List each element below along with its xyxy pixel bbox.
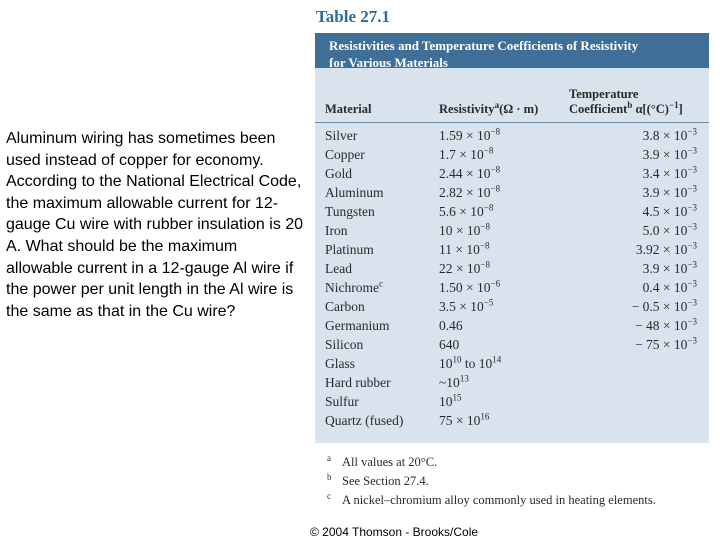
material-cell xyxy=(325,223,348,239)
table-row xyxy=(315,145,709,164)
table-body xyxy=(315,123,709,430)
header-resistivity-mark: a xyxy=(494,99,500,110)
table-title: Table 27.1 xyxy=(316,7,391,26)
material-name: Sulfur xyxy=(325,394,359,409)
material-cell xyxy=(325,147,365,163)
material-cell xyxy=(325,299,365,315)
temp-coefficient-exponent: −3 xyxy=(687,183,697,194)
temp-coefficient-exponent: −3 xyxy=(687,259,697,270)
resistivity-exponent: −8 xyxy=(479,240,490,251)
table-row xyxy=(315,259,709,278)
resistivity-range-end: to 10 xyxy=(461,356,493,371)
material-name: Copper xyxy=(325,147,365,162)
temp-coefficient-value: − 75 × 10 xyxy=(635,337,688,352)
temp-coefficient-value: 4.5 × 10 xyxy=(642,204,688,219)
material-cell xyxy=(325,166,352,182)
table-row xyxy=(315,240,709,259)
temp-coefficient-cell xyxy=(643,204,697,220)
resistivity-exponent: −8 xyxy=(490,164,501,175)
table-caption xyxy=(315,33,709,68)
temp-coefficient-value: − 48 × 10 xyxy=(635,318,688,333)
resistivity-exponent: 10 xyxy=(452,354,462,365)
resistivity-exponent: 15 xyxy=(452,392,462,403)
material-name: Quartz (fused) xyxy=(325,413,404,428)
table-header xyxy=(315,68,709,123)
material-name: Gold xyxy=(325,166,352,181)
material-cell xyxy=(325,413,403,429)
resistivity-value: 2.82 × 10 xyxy=(439,185,491,200)
resistivity-value: 1.59 × 10 xyxy=(439,128,491,143)
header-temp-close: ] xyxy=(678,102,683,116)
resistivity-cell xyxy=(439,413,489,429)
material-name: Platinum xyxy=(325,242,374,257)
resistivity-cell xyxy=(439,299,493,315)
footnote-mark: a xyxy=(327,453,331,463)
resistivity-range-exponent: 14 xyxy=(492,354,502,365)
material-name: Silver xyxy=(325,128,358,143)
header-temp-mark: b xyxy=(627,99,633,110)
resistivity-cell xyxy=(439,223,490,239)
material-cell xyxy=(325,204,375,220)
material-cell xyxy=(325,280,383,296)
footnote-text: A nickel–chromium alloy commonly used in heating elements. xyxy=(342,493,656,507)
resistivity-exponent: −8 xyxy=(490,183,501,194)
temp-coefficient-value: − 0.5 × 10 xyxy=(631,299,688,314)
table-row xyxy=(315,392,709,411)
header-temp-unit: α[(°C) xyxy=(632,102,669,116)
material-cell xyxy=(325,185,384,201)
resistivity-value: 5.6 × 10 xyxy=(439,204,484,219)
resistivity-cell xyxy=(439,261,490,277)
resistivity-cell xyxy=(439,375,469,391)
table-row xyxy=(315,373,709,392)
resistivity-cell xyxy=(439,394,462,410)
resistivity-value: 2.44 × 10 xyxy=(439,166,491,181)
header-temp-line-1: Temperature xyxy=(569,87,639,101)
resistivity-value: 0.46 xyxy=(439,318,463,333)
temp-coefficient-cell xyxy=(635,318,697,334)
material-name: Hard rubber xyxy=(325,375,391,390)
material-name: Lead xyxy=(325,261,352,276)
temp-coefficient-cell xyxy=(643,185,697,201)
resistivity-cell xyxy=(439,356,501,372)
resistivity-exponent: 16 xyxy=(480,411,490,422)
resistivity-cell xyxy=(439,147,493,163)
temp-coefficient-value: 3.4 × 10 xyxy=(642,166,688,181)
material-cell xyxy=(325,242,374,258)
resistivity-value: 10 × 10 xyxy=(439,223,481,238)
problem-text: Aluminum wiring has sometimes been used instead of copper for economy. According to the National Electrical Code, the maximum allowable current for 12-gauge Cu wire with rubber insulation is 20 A. What should be the maximum allowable current in a 12-gauge Al wire if the power per unit length in the Al wire is the same as that in the Cu wire? xyxy=(6,130,304,320)
material-name: Silicon xyxy=(325,337,364,352)
temp-coefficient-cell xyxy=(632,299,697,315)
caption-line-1: Resistivities and Temperature Coefficients of Resistivity xyxy=(329,38,639,53)
temp-coefficient-exponent: −3 xyxy=(687,126,697,137)
header-resistivity xyxy=(439,99,539,117)
header-material: Material xyxy=(325,102,372,116)
header-resistivity-unit: (Ω · m) xyxy=(499,102,539,116)
table-row xyxy=(315,202,709,221)
temp-coefficient-cell xyxy=(643,223,697,239)
material-cell xyxy=(325,356,355,372)
resistivity-exponent: 13 xyxy=(459,373,469,384)
header-temp-coefficient xyxy=(569,99,683,117)
resistivity-value: 10 xyxy=(439,394,453,409)
copyright-notice: © 2004 Thomson - Brooks/Cole xyxy=(310,525,479,539)
material-cell xyxy=(325,375,391,391)
temp-coefficient-value: 3.9 × 10 xyxy=(642,261,688,276)
resistivity-cell xyxy=(439,337,459,353)
resistivity-exponent: −6 xyxy=(490,278,501,289)
temp-coefficient-cell xyxy=(643,261,697,277)
resistivity-cell xyxy=(439,128,500,144)
table-row xyxy=(315,316,709,335)
temp-coefficient-value: 5.0 × 10 xyxy=(642,223,688,238)
material-name: Germanium xyxy=(325,318,390,333)
temp-coefficient-cell xyxy=(635,337,697,353)
resistivity-value: 640 xyxy=(439,337,460,352)
material-name: Aluminum xyxy=(325,185,384,200)
material-cell xyxy=(325,394,359,410)
temp-coefficient-value: 3.9 × 10 xyxy=(642,185,688,200)
table-row xyxy=(315,411,709,430)
table-row xyxy=(315,335,709,354)
resistivity-cell xyxy=(439,242,489,258)
table-row xyxy=(315,221,709,240)
footnote-text: See Section 27.4. xyxy=(342,474,429,488)
temp-coefficient-exponent: −3 xyxy=(687,278,697,289)
material-name: Glass xyxy=(325,356,355,371)
table-row xyxy=(315,183,709,202)
material-cell xyxy=(325,261,352,277)
resistivity-value: ~10 xyxy=(439,375,460,390)
resistivity-value: 22 × 10 xyxy=(439,261,481,276)
material-footnote-mark: c xyxy=(378,278,383,289)
header-temp-label: Coefficient xyxy=(569,102,628,116)
resistivity-value: 1.50 × 10 xyxy=(439,280,491,295)
resistivity-cell xyxy=(439,204,493,220)
resistivity-exponent: −8 xyxy=(480,221,490,232)
temp-coefficient-cell xyxy=(636,242,697,258)
material-cell xyxy=(325,318,389,334)
table-row xyxy=(315,278,709,297)
resistivity-value: 11 × 10 xyxy=(439,242,480,257)
temp-coefficient-exponent: −3 xyxy=(687,297,697,308)
material-name: Tungsten xyxy=(325,204,375,219)
resistivity-cell xyxy=(439,318,463,334)
temp-coefficient-value: 3.92 × 10 xyxy=(635,242,688,257)
resistivity-exponent: −8 xyxy=(490,126,501,137)
resistivity-value: 3.5 × 10 xyxy=(439,299,484,314)
material-name: Nichrome xyxy=(325,280,379,295)
resistivity-cell xyxy=(439,280,500,296)
resistivity-value: 75 × 10 xyxy=(439,413,481,428)
header-resistivity-label: Resistivity xyxy=(439,102,495,116)
resistivity-value: 10 xyxy=(439,356,453,371)
temp-coefficient-value: 3.9 × 10 xyxy=(642,147,688,162)
resistivity-exponent: −8 xyxy=(483,202,494,213)
temp-coefficient-exponent: −3 xyxy=(687,316,697,327)
table-row xyxy=(315,297,709,316)
temp-coefficient-value: 3.8 × 10 xyxy=(642,128,688,143)
table-row xyxy=(315,164,709,183)
resistivity-exponent: −5 xyxy=(483,297,494,308)
temp-coefficient-value: 0.4 × 10 xyxy=(642,280,688,295)
caption-line-2: for Various Materials xyxy=(329,55,448,70)
temp-coefficient-exponent: −3 xyxy=(687,202,697,213)
table-row xyxy=(315,126,709,145)
material-cell xyxy=(325,337,363,353)
resistivity-cell xyxy=(439,166,500,182)
temp-coefficient-cell xyxy=(643,166,697,182)
material-name: Iron xyxy=(325,223,348,238)
footnote-mark: c xyxy=(327,491,331,501)
temp-coefficient-exponent: −3 xyxy=(687,221,697,232)
table-row xyxy=(315,354,709,373)
resistivity-exponent: −8 xyxy=(480,259,490,270)
temp-coefficient-cell xyxy=(643,280,697,296)
resistivity-table xyxy=(315,33,709,443)
temp-coefficient-cell xyxy=(643,128,697,144)
resistivity-cell xyxy=(439,185,500,201)
temp-coefficient-exponent: −3 xyxy=(687,145,697,156)
footnote-text: All values at 20°C. xyxy=(342,455,438,469)
temp-coefficient-exponent: −3 xyxy=(687,164,697,175)
temp-coefficient-exponent: −3 xyxy=(687,335,697,346)
temp-coefficient-cell xyxy=(643,147,697,163)
material-name: Carbon xyxy=(325,299,365,314)
resistivity-exponent: −8 xyxy=(483,145,494,156)
resistivity-value: 1.7 × 10 xyxy=(439,147,484,162)
temp-coefficient-exponent: −3 xyxy=(687,240,697,251)
material-cell xyxy=(325,128,357,144)
footnote-mark: b xyxy=(327,472,332,482)
header-temp-exp: −1 xyxy=(668,99,679,110)
